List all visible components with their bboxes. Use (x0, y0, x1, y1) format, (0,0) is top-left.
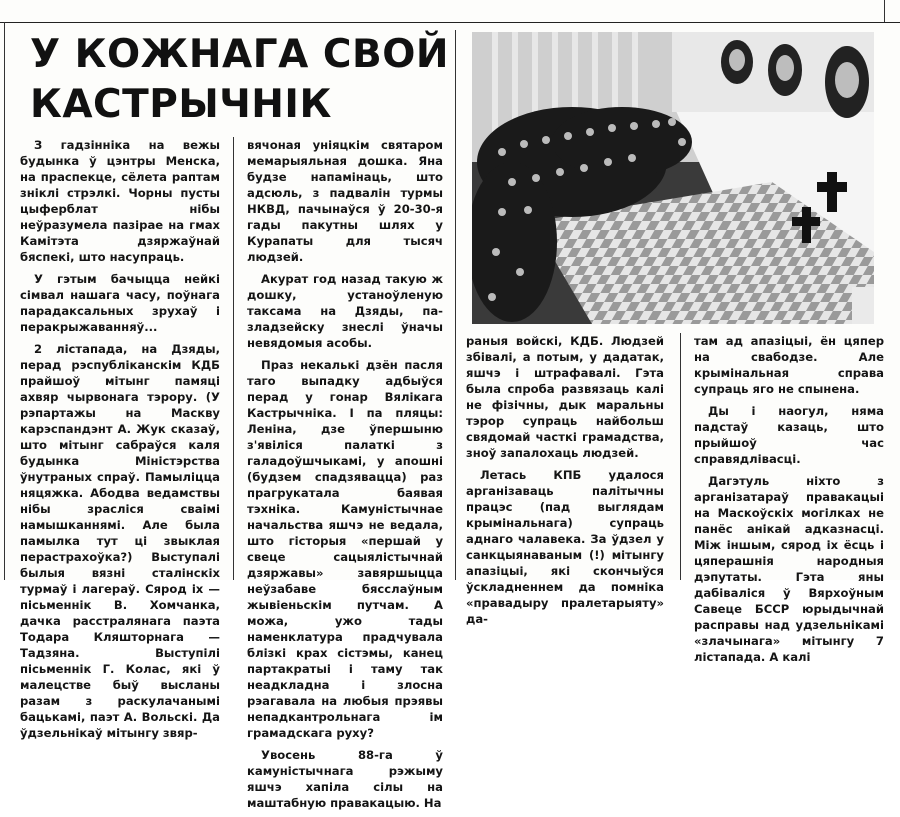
paragraph: Ды і наогул, няма падстаў казаць, што прыйшоў час справядлівасці. (694, 404, 884, 466)
paragraph: 2 лістапада, на Дзяды, перад рэспубліканскім КДБ прайшоў мітынг памяці ахвяр чырвонага тэрору. (У рэпартажы на Маскву карэспандэнт А. Жук сказаў, што мітынг сабраўся каля будынка Міністэрства ўнутраных спраў. Памыліцца няцяжка. Абодва ведамствы нібы зрасліся сваімі намышканнямі. Але была памылка тут ці звыклая перастрахоўка?) Выступалі былыя вязні сталінскіх турмаў і лагераў. Сярод іх — пісьменнік В. Хомчанка, дачка расстралянага паэта Тодара Кляшторнага — Тадзяна. Выступілі пісьменнік Г. Колас, які ў малецстве быў высланы разам з раскулачанымі бацькамі, паэт А. Вольскі. Да ўдзельнікаў мітынгу звяр- (20, 342, 220, 740)
paragraph: Праз некалькі дзён пасля таго выпадку адбыўся перад у гонар Вялікага Кастрычніка. І па пляцы: Леніна, дзе ўпершыню з'явіліся палаткі з галадоўшчыкамі, у апошні (будзем спадзявацца) раз прагрукатала баявая тэхніка. Камуністычнае начальства яшчэ не ведала, што гісторыя «першай у свеце сацыялістычнай дзяржавы» завяршыцца неўзабаве бясслаўным жывіеньскім путчам. А можа, ужо тады наменклатура прадчувала блізкі крах сістэмы, канец партакратыі і таму так неадкладна і злосна рэагавала на любыя прэявы непадкантрольнага ім грамадскага руху? (247, 358, 443, 740)
paragraph: У гэтым бачыцца нейкі сімвал нашага часу, поўнага парадаксальных зрухаў і перакрыжаванняў... (20, 272, 220, 334)
page-right-tick (884, 0, 885, 22)
paragraph: вячоная уніяцкім святаром мемарыяльная дошка. Яна будзе напамінаць, што адсюль, з падвалін турмы НКВД, пачынаўся ў 20-30-я гады пакутны шлях у Курапаты для тысяч людзей. (247, 138, 443, 264)
headline-line-1: У КОЖНАГА СВОЙ (30, 32, 449, 77)
article-column-2 (247, 137, 443, 817)
article-column-4 (694, 333, 884, 671)
article-column-1 (20, 137, 220, 747)
paragraph: Акурат год назад такую ж дошку, устаноўленую таксама на Дзяды, па-зладзейску знеслі ўначы невядомыя асобы. (247, 272, 443, 350)
paragraph: раныя войскі, КДБ. Людзей збівалі, а потым, у дадатак, яшчэ і штрафавалі. Гэта была спроба развязаць калі не фізічны, дык маральны тэрор супраць найбольш свядомай часткі грамадства, зноў запалохаць людзей. (466, 334, 664, 460)
paragraph: Увосень 88-га ў камуністычнага рэжыму яшчэ хапіла сілы на маштабную правакацыю. На (247, 748, 443, 810)
column-divider (455, 30, 456, 580)
headline-line-2: КАСТРЫЧНІК (30, 82, 332, 127)
paragraph: там ад апазіцыі, ён цяпер на свабодзе. Але крымінальная справа супраць яго не спынена. (694, 334, 884, 396)
column-divider (233, 137, 234, 580)
article-column-3 (466, 333, 664, 633)
photo-drawing (472, 32, 874, 324)
article-headline (30, 30, 470, 130)
crowd-photo-icon (472, 32, 874, 324)
page-left-border (4, 22, 5, 580)
page-top-border (0, 0, 900, 23)
column-divider (680, 333, 681, 580)
paragraph: Дагэтуль ніхто з арганізатараў правакацыі на Маскоўскіх могілках не панёс анікай адказнасці. Між іншым, сярод іх ёсць і цяперашнія народныя дэпутаты. Гэта яны дабіваліся ў Вярхоўным Савеце БССР юрыдычнай расправы над удзельнікамі «злачынага» мітынгу 7 лістапада. А калі (694, 474, 884, 664)
paragraph: Летась КПБ удалося арганізаваць палітычны працэс (пад выглядам крымінальнага) супраць аднаго чалавека. За ўдзел у санкцыянаваным (!) мітынгу апазіцыі, які скончыўся ўскладненнем да помніка «правадыру пралетарыяту» да- (466, 468, 664, 626)
paragraph: З гадзінніка на вежы будынка ў цэнтры Менска, на праспекце, сёлета раптам зніклі стрэлкі. Чорны пусты цыферблат нібы неўразумела пазірае на гмах Камітэта дзяржаўнай бяспекі, што насупраць. (20, 138, 220, 264)
